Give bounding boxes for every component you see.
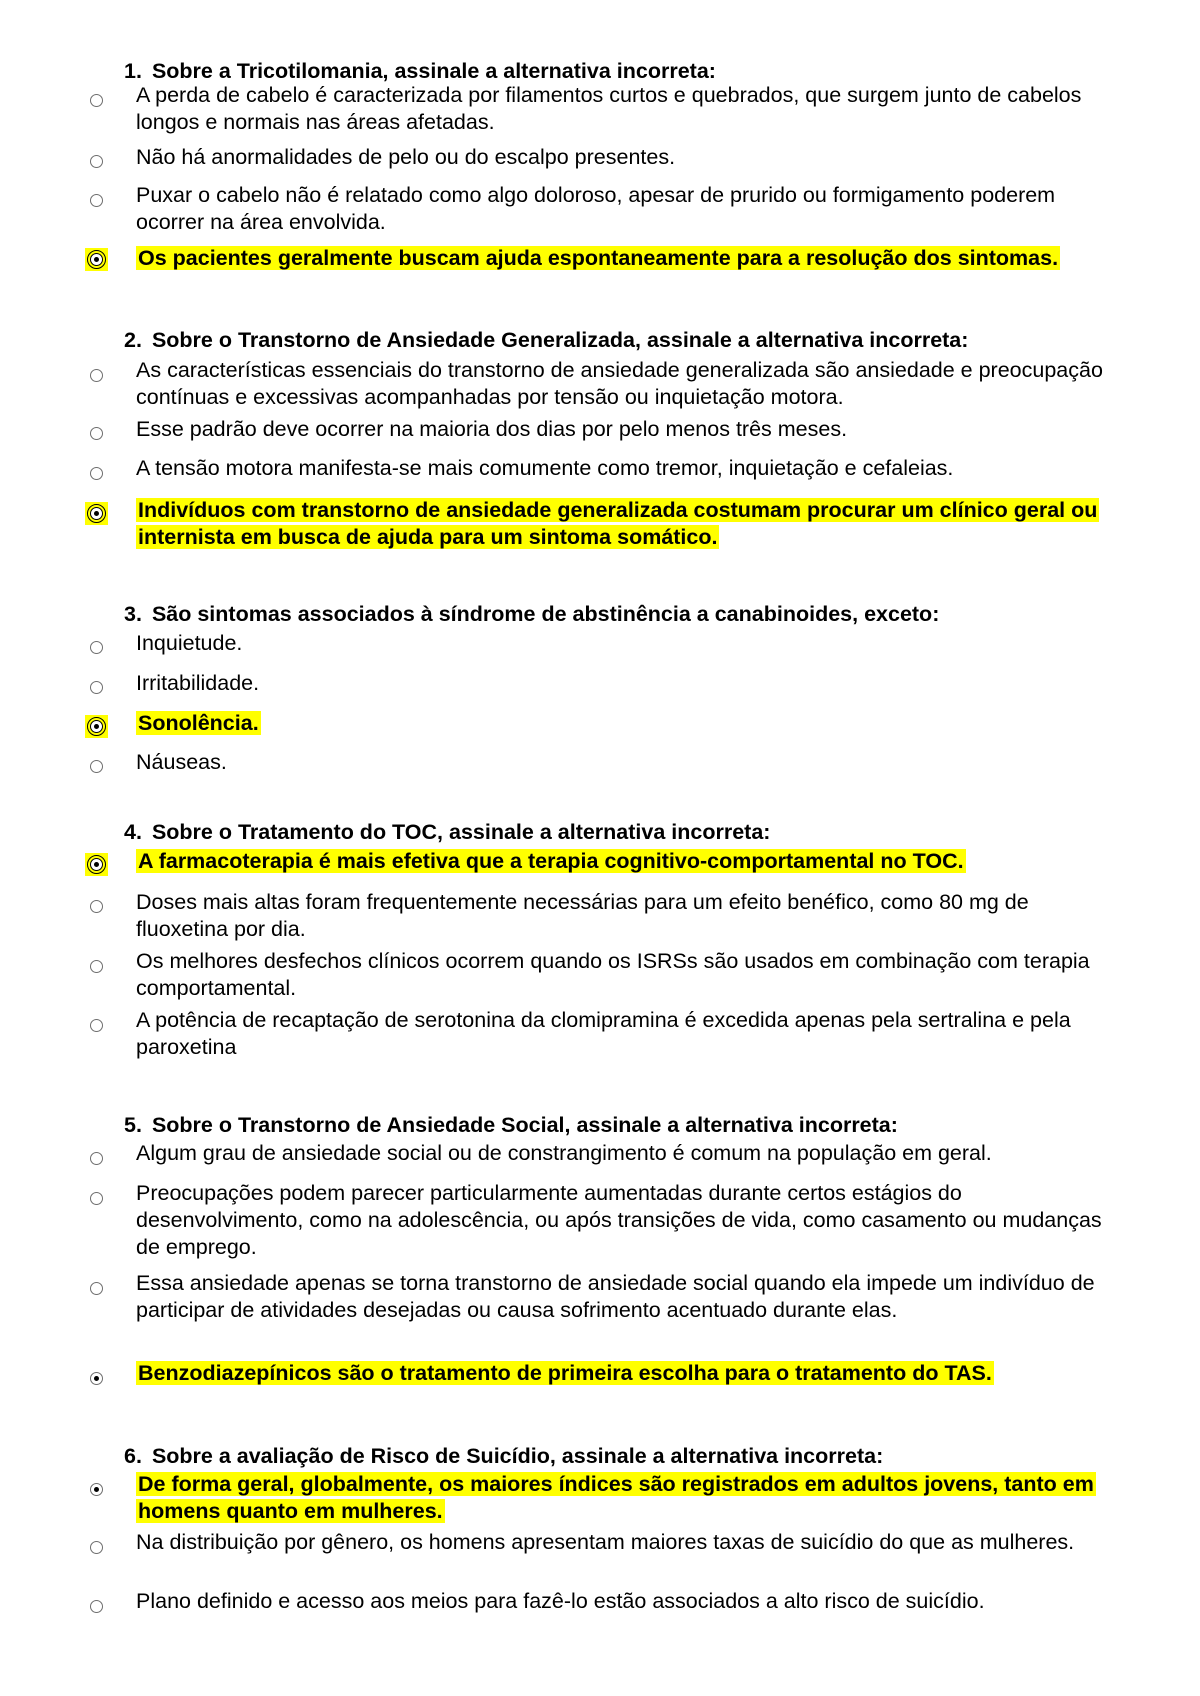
radio-button[interactable] [90,1019,103,1032]
question-number: 3. [124,602,142,626]
question-title [124,601,939,628]
option-text: Puxar o cabelo não é relatado como algo doloroso, apesar de prurido ou formigamento poderem ocorrer na área envolvida. [136,183,1056,234]
question-text: São sintomas associados à síndrome de abstinência a canabinoides, exceto: [151,602,940,626]
question-title [124,1443,883,1470]
radio-button[interactable] [90,369,103,382]
radio-button[interactable] [90,155,103,168]
option-text: Não há anormalidades de pelo ou do escalpo presentes. [136,145,676,169]
option-text: Esse padrão deve ocorrer na maioria dos dias por pelo menos três meses. [136,417,848,441]
radio-button[interactable] [90,960,103,973]
radio-button[interactable] [90,681,103,694]
radio-button[interactable] [90,467,103,480]
option-text: As características essenciais do transtorno de ansiedade generalizada são ansiedade e preocupação contínuas e excessivas acompanhadas por tensão ou inquietação motora. [136,358,1103,409]
question-title [124,819,770,846]
question-title [124,327,968,354]
option-text: Essa ansiedade apenas se torna transtorno de ansiedade social quando ela impede um indivíduo de participar de atividades desejadas ou causa sofrimento acentuado durante elas. [136,1271,1095,1322]
question-text: Sobre a Tricotilomania, assinale a alternativa incorreta: [151,59,716,83]
radio-button[interactable] [90,94,103,107]
option-text: Irritabilidade. [136,671,260,695]
option-text: Náuseas. [136,750,227,774]
question-number: 5. [124,1113,142,1137]
radio-button[interactable] [90,427,103,440]
question-title [124,58,716,85]
option-text: Plano definido e acesso aos meios para fazê-lo estão associados a alto risco de suicídio. [136,1589,985,1613]
radio-button[interactable] [90,1541,103,1554]
option-text: Na distribuição por gênero, os homens apresentam maiores taxas de suicídio do que as mulheres. [136,1530,1075,1554]
option-text-selected: Os pacientes geralmente buscam ajuda espontaneamente para a resolução dos sintomas. [138,246,1059,270]
radio-button[interactable] [90,1282,103,1295]
question-text: Sobre a avaliação de Risco de Suicídio, assinale a alternativa incorreta: [151,1444,884,1468]
option-text: Inquietude. [136,631,243,655]
option-text: Os melhores desfechos clínicos ocorrem quando os ISRSs são usados em combinação com terapia comportamental. [136,949,1090,1000]
option-text: A tensão motora manifesta-se mais comumente como tremor, inquietação e cefaleias. [136,456,954,480]
question-number: 6. [124,1444,142,1468]
radio-button[interactable] [90,900,103,913]
option-text: Preocupações podem parecer particularmente aumentadas durante certos estágios do desenvolvimento, como na adolescência, ou após transições de vida, como casamento ou mudanças de emprego. [136,1181,1102,1259]
option-text-selected: Indivíduos com transtorno de ansiedade generalizada costumam procurar um clínico geral ou internista em busca de ajuda para um sintoma somático. [138,498,1098,549]
option-text: A potência de recaptação de serotonina da clomipramina é excedida apenas pela sertralina e pela paroxetina [136,1008,1071,1059]
radio-button[interactable] [90,1600,103,1613]
option-text: A perda de cabelo é caracterizada por filamentos curtos e quebrados, que surgem junto de cabelos longos e normais nas áreas afetadas. [136,83,1082,134]
question-text: Sobre o Transtorno de Ansiedade Social, assinale a alternativa incorreta: [151,1113,898,1137]
question-text: Sobre o Tratamento do TOC, assinale a alternativa incorreta: [151,820,771,844]
option-text-selected: Benzodiazepínicos são o tratamento de primeira escolha para o tratamento do TAS. [138,1361,992,1385]
question-number: 1. [124,59,142,83]
radio-button-selected[interactable] [90,858,103,871]
radio-button[interactable] [90,1192,103,1205]
option-text-selected: De forma geral, globalmente, os maiores índices são registrados em adultos jovens, tanto em homens quanto em mulheres. [138,1472,1094,1523]
radio-button[interactable] [90,194,103,207]
question-number: 4. [124,820,142,844]
radio-button[interactable] [90,641,103,654]
question-text: Sobre o Transtorno de Ansiedade Generalizada, assinale a alternativa incorreta: [151,328,969,352]
question-number: 2. [124,328,142,352]
radio-button-selected[interactable] [90,720,103,733]
radio-button-selected[interactable] [90,253,103,266]
question-title [124,1112,898,1139]
radio-button-selected[interactable] [90,507,103,520]
option-text-selected: Sonolência. [138,711,259,735]
option-text-selected: A farmacoterapia é mais efetiva que a terapia cognitivo-comportamental no TOC. [138,849,964,873]
option-text: Doses mais altas foram frequentemente necessárias para um efeito benéfico, como 80 mg de fluoxetina por dia. [136,890,1029,941]
radio-button-selected[interactable] [90,1372,103,1385]
option-text: Algum grau de ansiedade social ou de constrangimento é comum na população em geral. [136,1141,992,1165]
radio-button-selected[interactable] [90,1483,103,1496]
radio-button[interactable] [90,760,103,773]
radio-button[interactable] [90,1152,103,1165]
